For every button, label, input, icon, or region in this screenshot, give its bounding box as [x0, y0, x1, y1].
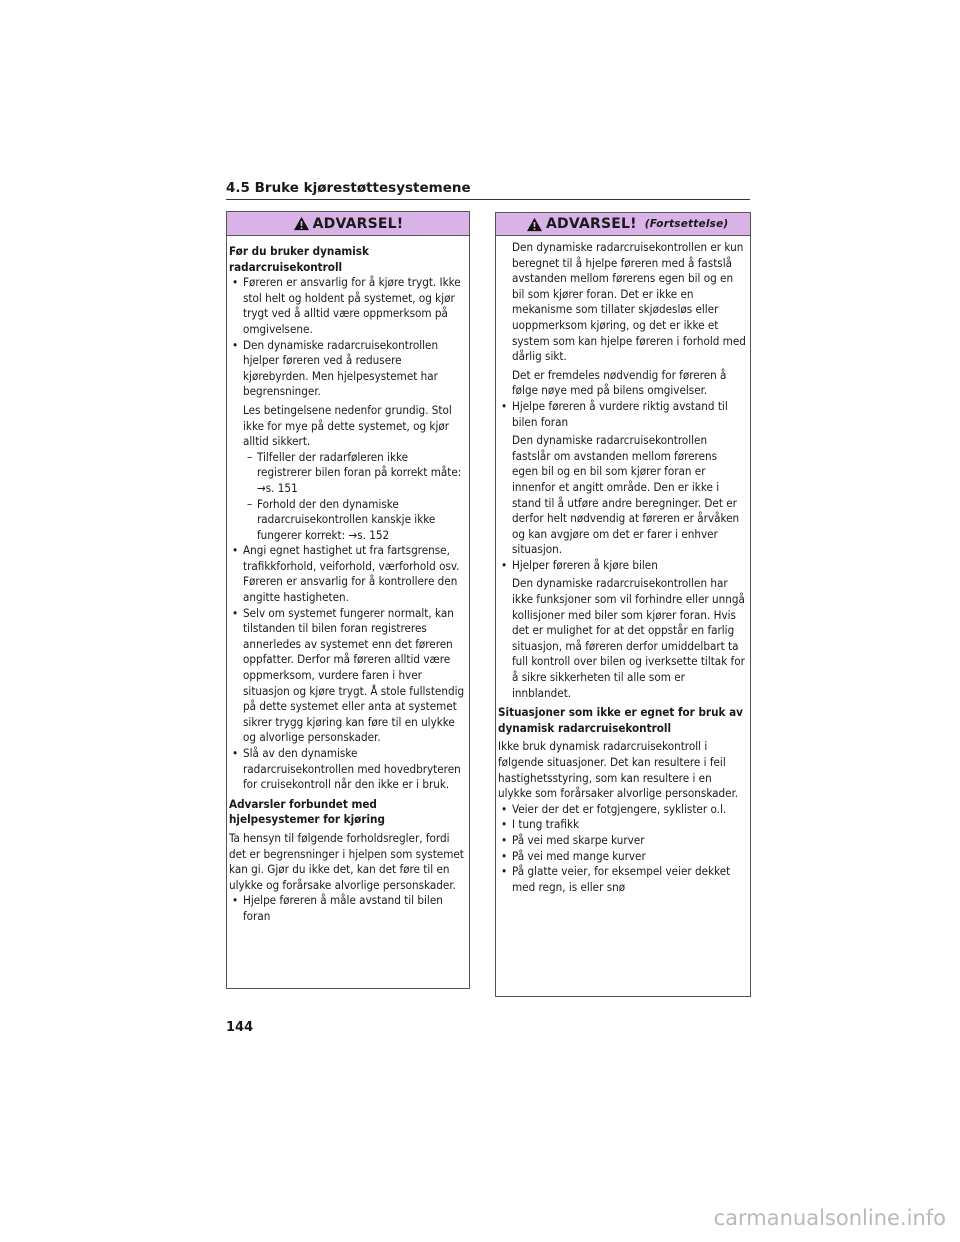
indented-paragraph: Den dynamiske radarcruisekontrollen fastslår om avstanden mellom førerens egen bil og en bil som kjører foran er innenfor et angitt område. Den er ikke i stand til å utføre andre beregninger. Det er derfor helt nødvendig at føreren er årvåken og kan avgjøre om det er farer i enhver situasjon. [512, 433, 740, 557]
continued-label: (Fortsettelse) [644, 218, 729, 230]
paragraph: Ikke bruk dynamisk radarcruisekontroll i følgende situasjoner. Det kan resultere i feil hastighetsstyring, som kan resultere i en ulykke som forårsaker alvorlige personskader. [498, 739, 739, 801]
warning-body-left [227, 236, 469, 925]
paragraph: Ta hensyn til følgende forholdsregler, fordi det er begrensninger i hjelpen som systemet kan gi. Gjør du ikke det, kan det føre til en ulykke og forårsake alvorlige personskader. [229, 830, 464, 892]
subheading: Situasjoner som ikke er egnet for bruk av dynamisk radarcruisekontroll [498, 705, 743, 735]
dash-item: – Forhold der den dynamiske radarcruisekontrollen kanskje ikke fungerer korrekt: →s. 152 [229, 497, 465, 544]
dash-item: – Tilfeller der radarføleren ikke registrerer bilen foran på korrekt måte: →s. 151 [229, 450, 465, 497]
bullet-item: • Veier der det er fotgjengere, syklister o.l. [498, 802, 746, 818]
warning-box-left [226, 211, 470, 989]
warning-box-right [495, 212, 751, 997]
bullet-item: • På glatte veier, for eksempel veier dekket med regn, is eller snø [498, 864, 746, 895]
warning-title: ADVARSEL! [312, 215, 404, 232]
indented-paragraph: Den dynamiske radarcruisekontrollen har ikke funksjoner som vil forhindre eller unngå kollisjoner med biler som kjører foran. Hvis det er mulighet for at det oppstår en farlig situasjon, må føreren derfor umiddelbart ta full kontroll over bilen og iverksette tiltak for å sikre sikkerheten til alle som er innblandet. [512, 576, 745, 700]
section-header: 4.5 Bruke kjørestøttesystemene [226, 180, 750, 200]
bullet-item: • Slå av den dynamiske radarcruisekontrollen med hovedbryteren for cruisekontroll når den ikke er i bruk. [229, 746, 465, 793]
warning-triangle-icon [526, 217, 543, 232]
bullet-item: • På vei med skarpe kurver [498, 833, 746, 849]
bullet-item: • Den dynamiske radarcruisekontrollen hjelper føreren ved å redusere kjørebyrden. Men hjelpesystemet har begrensninger. [229, 338, 465, 400]
warning-body-right [496, 236, 750, 895]
warning-title: ADVARSEL! [546, 216, 637, 232]
indented-paragraph: Den dynamiske radarcruisekontrollen er kun beregnet til å hjelpe føreren med å fastslå avstanden mellom førerens egen bil og en bil som kjører foran. Det er ikke en mekanisme som tillater skjødesløs eller uoppmerksom kjøring, og det er ikke et system som kan hjelpe føreren i forhold med dårlig sikt. [512, 240, 746, 364]
bullet-item: • I tung trafikk [498, 817, 746, 833]
bullet-item: • På vei med mange kurver [498, 849, 746, 865]
page-number: 144 [226, 1020, 254, 1035]
subheading: Advarsler forbundet med hjelpesystemer for kjøring [229, 796, 385, 827]
bullet-item: • Hjelper føreren å kjøre bilen [498, 558, 746, 574]
bullet-item: • Angi egnet hastighet ut fra fartsgrense, trafikkforhold, veiforhold, værforhold osv. Føreren er ansvarlig for å kontrollere den angitte hastigheten. [229, 543, 465, 605]
bullet-item: • Føreren er ansvarlig for å kjøre trygt. Ikke stol helt og holdent på systemet, og kjør trygt ved å alltid være oppmerksom på omgivelsene. [229, 275, 465, 337]
bullet-item: • Hjelpe føreren å vurdere riktig avstand til bilen foran [498, 399, 746, 430]
bullet-item: • Hjelpe føreren å måle avstand til bilen foran [229, 893, 465, 924]
warning-header [227, 212, 469, 236]
warning-triangle-icon [293, 216, 310, 231]
subheading: Før du bruker dynamisk radarcruisekontroll [229, 244, 369, 274]
indented-paragraph: Les betingelsene nedenfor grundig. Stol ikke for mye på dette systemet, og kjør alltid sikkert. [243, 402, 452, 449]
indented-paragraph: Det er fremdeles nødvendig for føreren å følge nøye med på bilens omgivelser. [512, 367, 727, 398]
bullet-item: • Selv om systemet fungerer normalt, kan tilstanden til bilen foran registreres annerledes av systemet enn det føreren oppfatter. Derfor må føreren alltid være oppmerksom, vurdere faren i hver situasjon og kjøre trygt. Å stole fullstendig på dette systemet eller anta at systemet sikrer trygg kjøring kan føre til en ulykke og alvorlige personskader. [229, 606, 465, 746]
watermark: carmanualsonline.info [713, 1206, 946, 1230]
warning-header-continued [496, 213, 750, 236]
